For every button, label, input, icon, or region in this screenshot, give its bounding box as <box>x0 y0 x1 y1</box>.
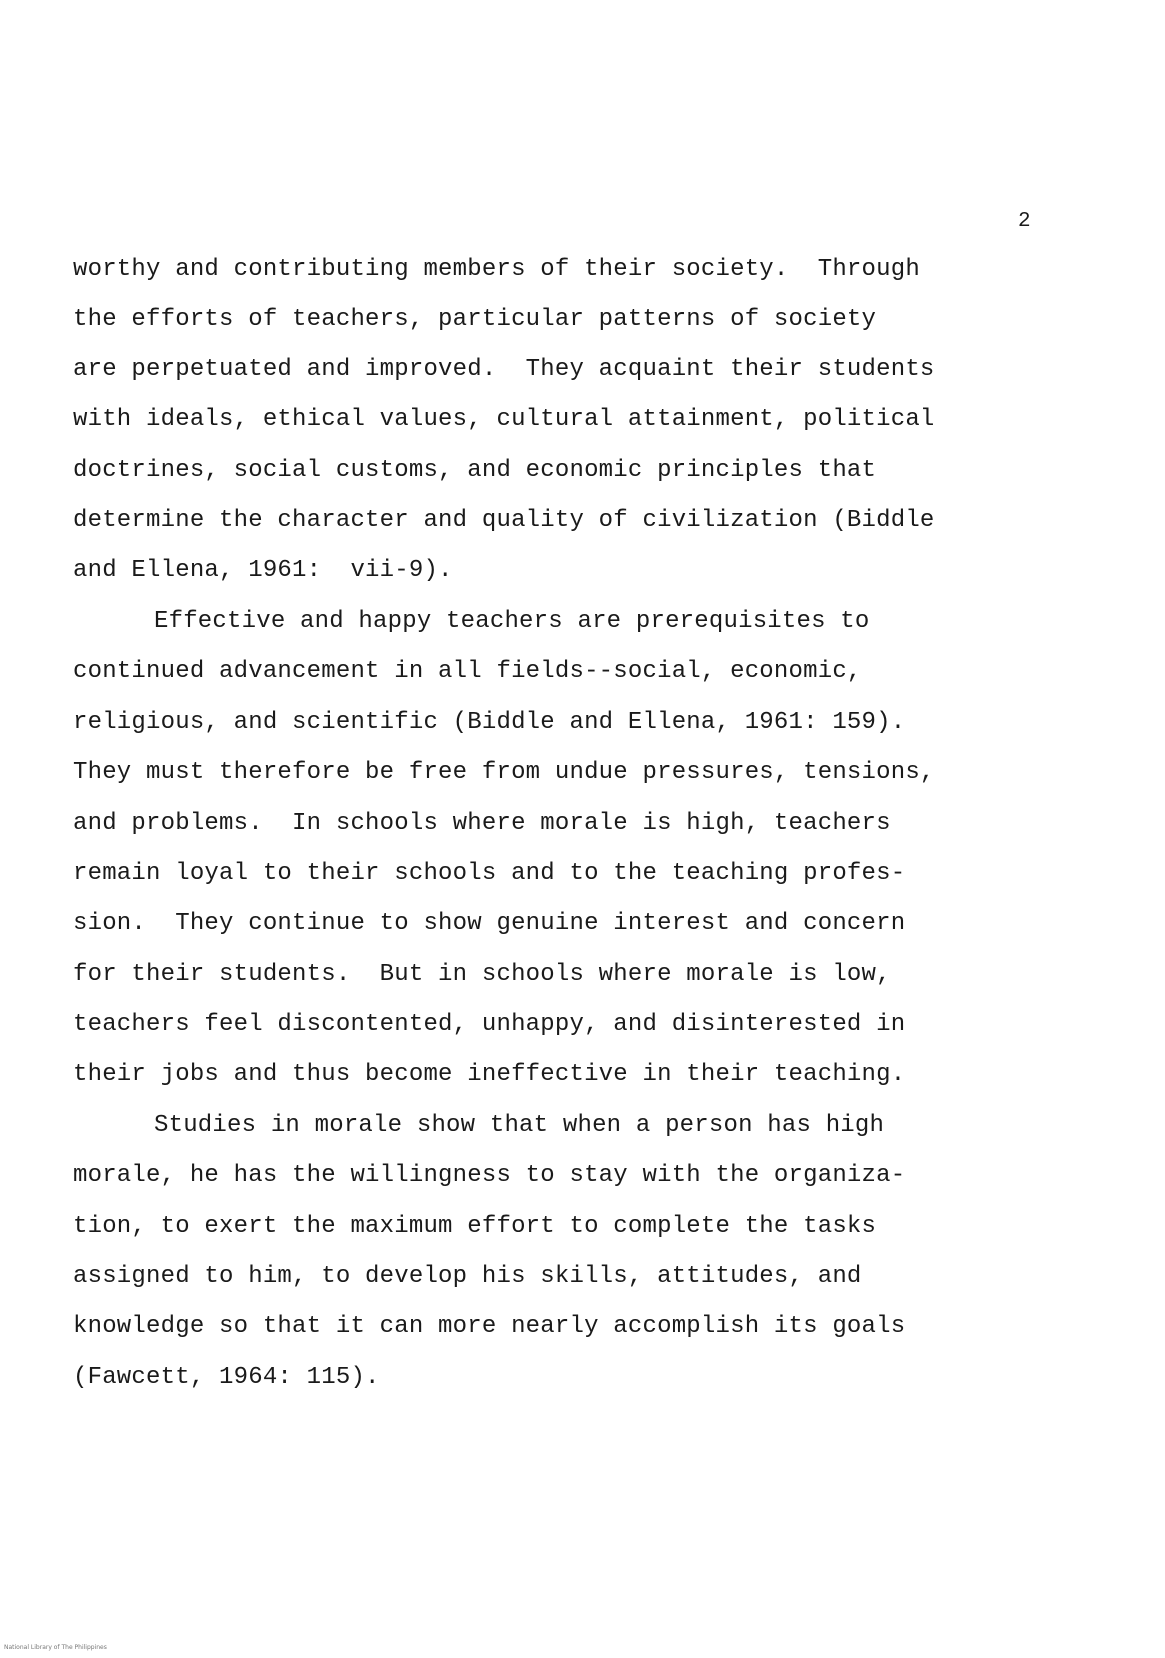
footer-stamp: National Library of The Philippines <box>4 1644 107 1651</box>
text-line: assigned to him, to develop his skills, attitudes, and <box>73 1263 862 1290</box>
text-line: religious, and scientific (Biddle and Ellena, 1961: 159). <box>73 709 906 736</box>
text-line: tion, to exert the maximum effort to complete the tasks <box>73 1213 877 1240</box>
text-line: with ideals, ethical values, cultural attainment, political <box>73 406 935 433</box>
text-line: morale, he has the willingness to stay with the organiza- <box>73 1162 906 1189</box>
text-line: are perpetuated and improved. They acquaint their students <box>73 356 935 383</box>
text-line: teachers feel discontented, unhappy, and disinterested in <box>73 1011 906 1038</box>
text-line: determine the character and quality of civilization (Biddle <box>73 507 935 534</box>
text-line: for their students. But in schools where morale is low, <box>73 961 891 988</box>
text-line: (Fawcett, 1964: 115). <box>73 1364 380 1391</box>
page-number: 2 <box>1018 210 1031 233</box>
text-line: and Ellena, 1961: vii-9). <box>73 557 453 584</box>
text-line: Studies in morale show that when a person has high <box>154 1112 885 1139</box>
text-line: Effective and happy teachers are prerequisites to <box>154 608 870 635</box>
text-line: worthy and contributing members of their society. Through <box>73 256 920 283</box>
text-line: knowledge so that it can more nearly accomplish its goals <box>73 1313 906 1340</box>
text-line: the efforts of teachers, particular patterns of society <box>73 306 877 333</box>
text-line: remain loyal to their schools and to the teaching profes- <box>73 860 906 887</box>
text-line: doctrines, social customs, and economic principles that <box>73 457 877 484</box>
text-line: continued advancement in all fields--social, economic, <box>73 658 862 685</box>
text-line: and problems. In schools where morale is high, teachers <box>73 810 891 837</box>
text-line: their jobs and thus become ineffective in their teaching. <box>73 1061 906 1088</box>
text-line: sion. They continue to show genuine interest and concern <box>73 910 906 937</box>
text-line: They must therefore be free from undue pressures, tensions, <box>73 759 935 786</box>
